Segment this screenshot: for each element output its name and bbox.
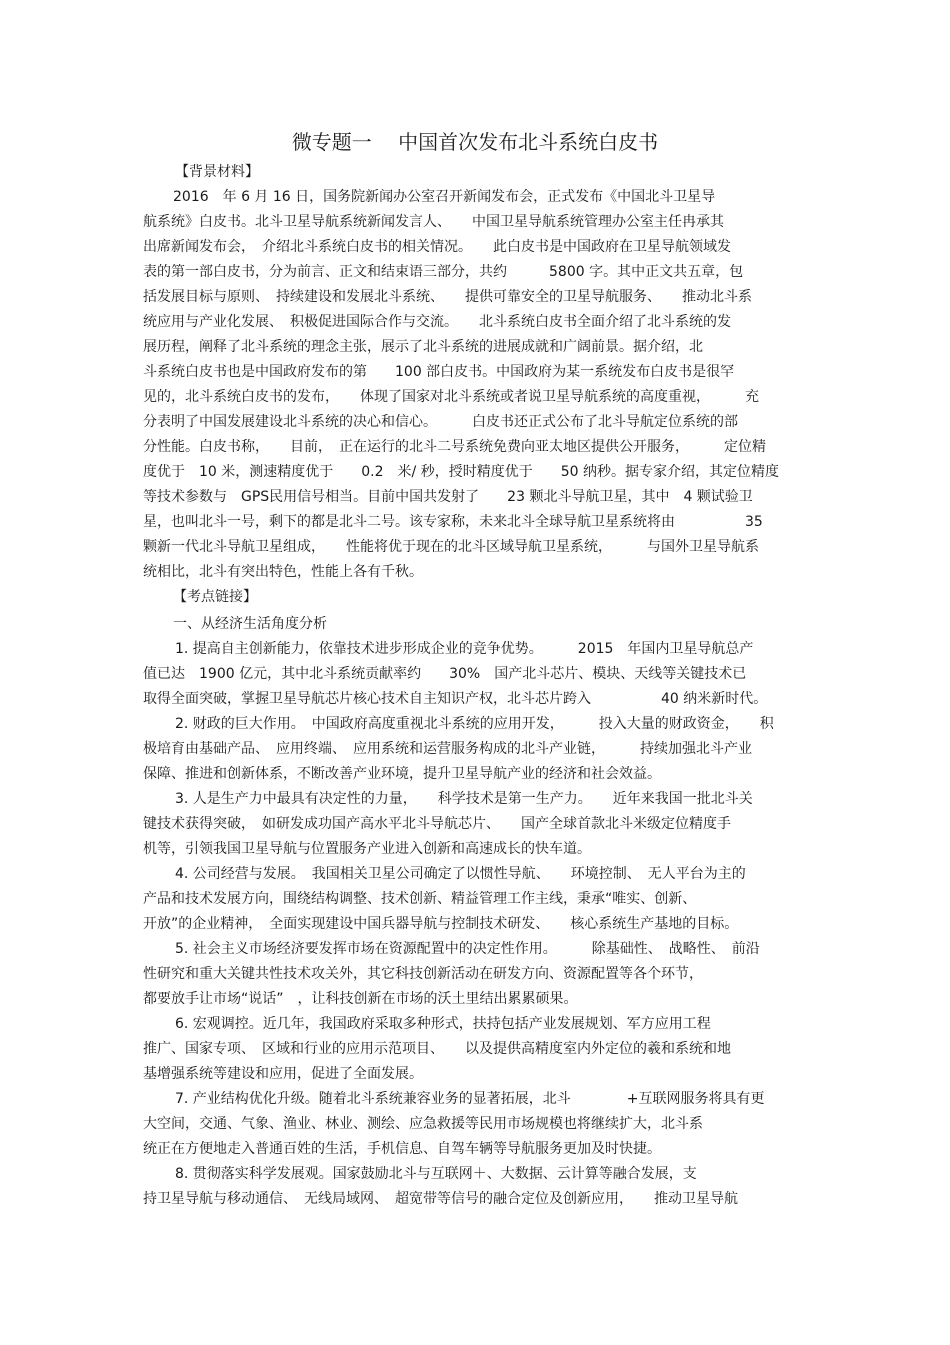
- text-line: 统相比，北斗有突出特色，性能上各有千秋。: [143, 564, 423, 580]
- text-line: 极培育由基础产品、 应用终端、 应用系统和运营服务构成的北斗产业链， 持续加强北斗产业: [143, 741, 752, 757]
- text-line: 值已达 1900 亿元，其中北斗系统贡献率约 30% 国产北斗芯片、模块、天线等关键技术已: [143, 666, 747, 682]
- text-line: 展历程，阐释了北斗系统的理念主张，展示了北斗系统的进展成就和广阔前景。据介绍，北: [143, 339, 703, 355]
- text-line: 键技术获得突破， 如研发成功国产高水平北斗导航芯片、 国产全球首款北斗米级定位精度手: [143, 816, 731, 832]
- text-line: 都要放手让市场“说话” ，让科技创新在市场的沃土里结出累累硕果。: [143, 991, 578, 1007]
- text-line: 6. 宏观调控。近几年，我国政府采取多种形式，扶持包括产业发展规划、军方应用工程: [175, 1016, 711, 1032]
- text-line: 3. 人是生产力中最具有决定性的力量， 科学技术是第一生产力。 近年来我国一批北斗关: [175, 791, 753, 807]
- text-line: 大空间，交通、气象、渔业、林业、测绘、应急救援等民用市场规模也将继续扩大，北斗系: [143, 1116, 703, 1132]
- document-title: 微专题一 中国首次发布北斗系统白皮书: [291, 130, 659, 154]
- text-line: 航系统》白皮书。北斗卫星导航系统新闻发言人、 中国卫星导航系统管理办公室主任冉承其: [143, 214, 724, 230]
- text-line: 统应用与产业化发展、 积极促进国际合作与交流。 北斗系统白皮书全面介绍了北斗系统的发: [143, 314, 731, 330]
- text-line: 2016 年 6 月 16 日，国务院新闻办公室召开新闻发布会，正式发布《中国北斗卫星导: [173, 189, 716, 205]
- text-line: 产品和技术发展方向，围绕结构调整、技术创新、精益管理工作主线，秉承“唯实、创新、: [143, 891, 697, 907]
- text-line: 统正在方便地走入普通百姓的生活，手机信息、自驾车辆等导航服务更加及时快捷。: [143, 1141, 661, 1157]
- text-line: 5. 社会主义市场经济要发挥市场在资源配置中的决定性作用。 除基础性、 战略性、 前沿: [175, 941, 760, 957]
- text-line: 一、从经济生活角度分析: [173, 616, 327, 632]
- text-line: 4. 公司经营与发展。 我国相关卫星公司确定了以惯性导航、 环境控制、 无人平台为主的: [175, 866, 746, 882]
- text-line: 取得全面突破，掌握卫星导航芯片核心技术自主知识产权，北斗芯片跨入 40 纳米新时代。: [143, 691, 768, 707]
- text-line: 表的第一部白皮书，分为前言、正文和结束语三部分，共约 5800 字。其中正文共五章，包: [143, 264, 744, 280]
- text-line: 性研究和重大关键共性技术攻关外，其它科技创新活动在研发方向、资源配置等各个环节，: [143, 966, 703, 982]
- text-line: 推广、国家专项、 区域和行业的应用示范项目、 以及提供高精度室内外定位的羲和系统和地: [143, 1041, 731, 1057]
- text-line: 度优于 10 米，测速精度优于 0.2 米/ 秒，授时精度优于 50 纳秒。据专家介绍，其定位精度: [143, 464, 779, 480]
- text-line: 斗系统白皮书也是中国政府发布的第 100 部白皮书。中国政府为某一系统发布白皮书是很罕: [143, 364, 735, 380]
- text-line: 7. 产业结构优化升级。随着北斗系统兼容业务的显著拓展，北斗 +互联网服务将具有更: [175, 1091, 765, 1107]
- text-line: 机等，引领我国卫星导航与位置服务产业进入创新和高速成长的快车道。: [143, 841, 591, 857]
- text-line: 见的，北斗系统白皮书的发布， 体现了国家对北斗系统或者说卫星导航系统的高度重视， 充: [143, 389, 759, 405]
- text-line: 【背景材料】: [175, 164, 259, 180]
- text-line: 颗新一代北斗导航卫星组成， 性能将优于现在的北斗区域导航卫星系统， 与国外卫星导航系: [143, 539, 759, 555]
- text-line: 分性能。白皮书称， 目前， 正在运行的北斗二号系统免费向亚太地区提供公开服务， 定位精: [143, 439, 766, 455]
- text-line: 1. 提高自主创新能力，依靠技术进步形成企业的竞争优势。 2015 年国内卫星导航总产: [175, 641, 754, 657]
- text-line: 2. 财政的巨大作用。 中国政府高度重视北斗系统的应用开发， 投入大量的财政资金， 积: [175, 716, 774, 732]
- text-line: 持卫星导航与移动通信、 无线局域网、 超宽带等信号的融合定位及创新应用， 推动卫星导航: [143, 1191, 738, 1207]
- text-line: 括发展目标与原则、 持续建设和发展北斗系统、 提供可靠安全的卫星导航服务、 推动北斗系: [143, 289, 752, 305]
- text-line: 出席新闻发布会， 介绍北斗系统白皮书的相关情况。 此白皮书是中国政府在卫星导航领域发: [143, 239, 731, 255]
- text-line: 8. 贯彻落实科学发展观。国家鼓励北斗与互联网＋、大数据、云计算等融合发展，支: [175, 1166, 697, 1182]
- text-line: 开放”的企业精神， 全面实现建设中国兵器导航与控制技术研发、 核心系统生产基地的目标。: [143, 916, 739, 932]
- text-line: 等技术参数与 GPS民用信号相当。目前中国共发射了 23 颗北斗导航卫星，其中 4 颗试验卫: [143, 489, 753, 505]
- text-line: 星，也叫北斗一号，剩下的都是北斗二号。该专家称，未来北斗全球导航卫星系统将由 35: [143, 514, 763, 530]
- text-line: 【考点链接】: [173, 589, 257, 605]
- text-line: 分表明了中国发展建设北斗系统的决心和信心。 白皮书还正式公布了北斗导航定位系统的部: [143, 414, 738, 430]
- text-line: 保障、推进和创新体系，不断改善产业环境，提升卫星导航产业的经济和社会效益。: [143, 766, 661, 782]
- text-line: 基增强系统等建设和应用，促进了全面发展。: [143, 1066, 423, 1082]
